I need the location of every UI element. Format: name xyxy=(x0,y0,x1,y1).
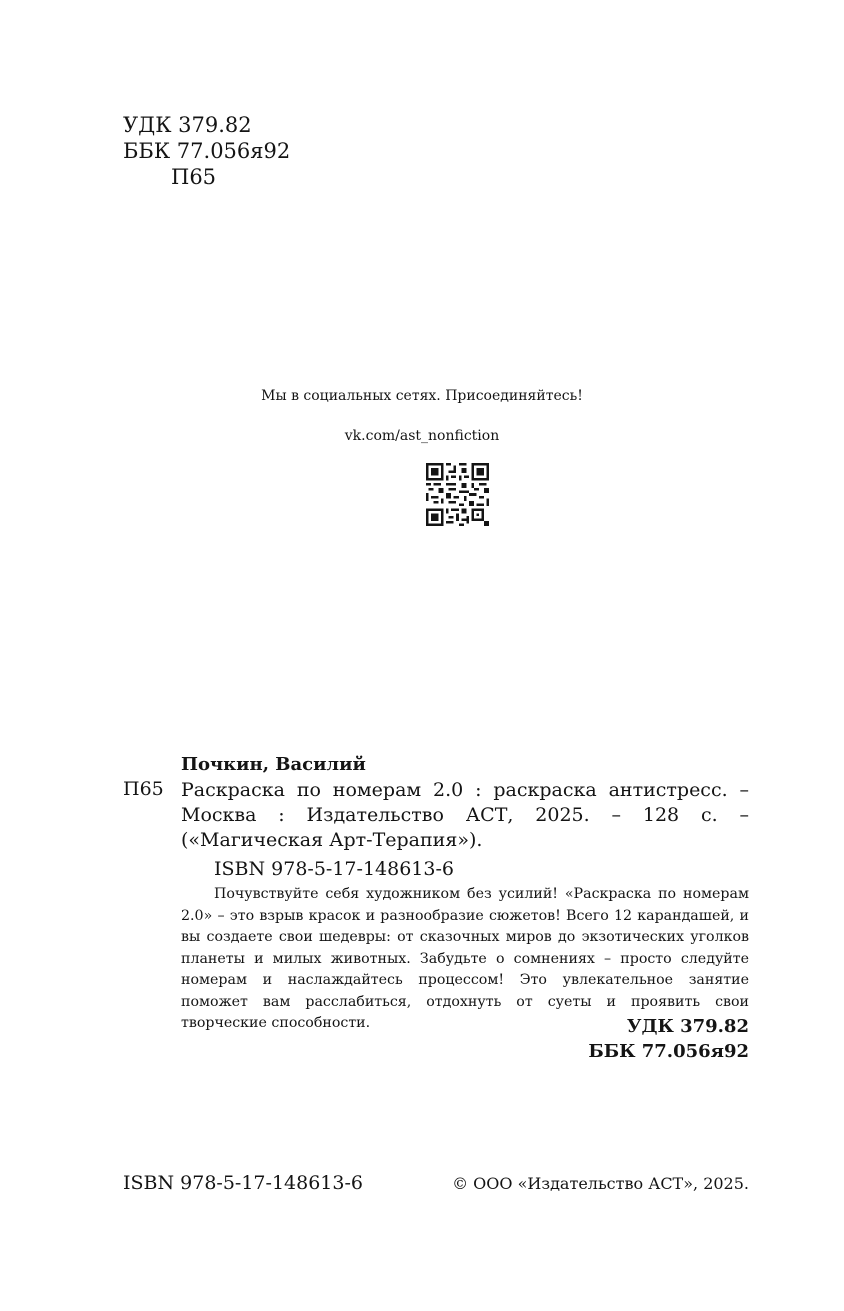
card-isbn: ISBN 978-5-17-148613-6 xyxy=(214,858,454,880)
annotation xyxy=(181,884,749,1035)
card-bbk-code: ББК 77.056я92 xyxy=(588,1041,749,1062)
card-classification-codes xyxy=(588,1014,749,1064)
author-mark: П65 xyxy=(171,165,217,189)
copyright-notice: © ООО «Издательство АСТ», 2025. xyxy=(452,1174,749,1193)
bbk-code: ББК 77.056я92 xyxy=(123,139,291,163)
social-invite: Мы в социальных сетях. Присоединяйтесь! xyxy=(261,388,583,404)
udk-code: УДК 379.82 xyxy=(123,113,252,137)
author-name: Почкин, Василий xyxy=(181,754,366,775)
bibliographic-description: Раскраска по номерам 2.0 : раскраска антистресс. – Москва : Издательство АСТ, 2025. – 128 с. – («Магическая Арт-Терапия»). xyxy=(181,779,749,851)
card-author-mark: П65 xyxy=(123,778,164,800)
social-link[interactable]: vk.com/ast_nonfiction xyxy=(344,428,500,444)
footer-isbn: ISBN 978-5-17-148613-6 xyxy=(123,1172,363,1194)
top-classification-codes xyxy=(123,112,290,190)
qr-code-icon[interactable] xyxy=(426,463,489,526)
card-udk-code: УДК 379.82 xyxy=(626,1016,749,1037)
annotation-text: Почувствуйте себя художником без усилий! «Раскраска по номерам 2.0» – это взрыв красок и разнообразие сюжетов! Всего 12 карандашей, и вы создаете свои шедевры: от сказочных миров до экзотических уголков планеты и милых животных. Забудьте о сомнениях – просто следуйте номерам и наслаждайтесь процессом! Это увлекательное занятие поможет вам расслабиться, отдохнуть от суеты и проявить свои творческие способности. xyxy=(181,886,749,1031)
